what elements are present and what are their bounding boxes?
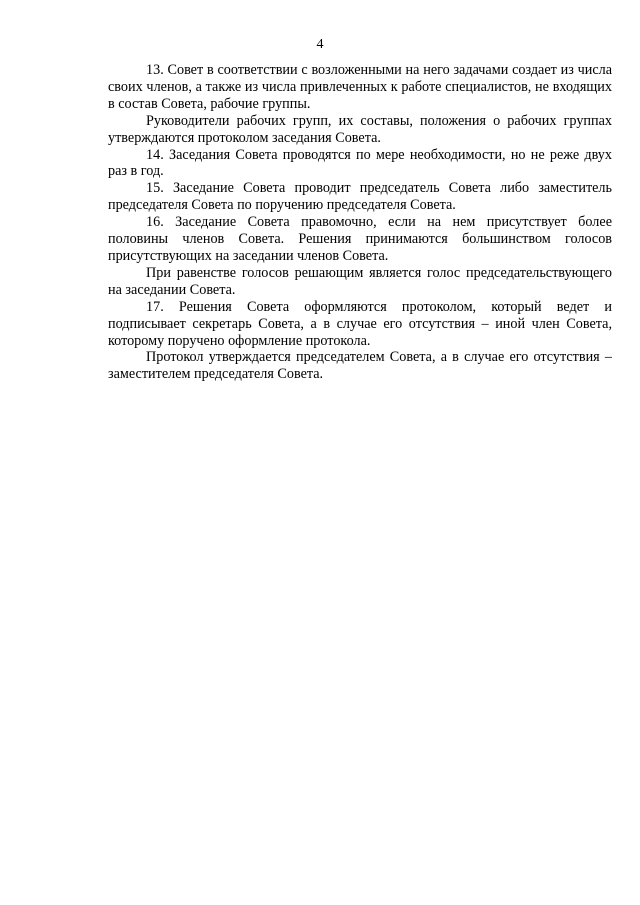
paragraph-15-meeting-chair: 15. Заседание Совета проводит председатель Совета либо заместитель председателя Совета по поручению председателя Совета.	[108, 180, 612, 214]
paragraph-protocol-approval: Протокол утверждается председателем Совета, а в случае его отсутствия – заместителем председателя Совета.	[108, 349, 612, 383]
page-number: 4	[316, 37, 324, 52]
paragraph-14-meeting-frequency: 14. Заседания Совета проводятся по мере необходимости, но не реже двух раз в год.	[108, 146, 612, 180]
paragraph-17-protocol: 17. Решения Совета оформляются протоколом, который ведет и подписывает секретарь Совета, а в случае его отсутствия – иной член Совета, которому поручено оформление протокола.	[108, 298, 612, 349]
paragraph-working-group-leaders: Руководители рабочих групп, их составы, положения о рабочих группах утверждаются протоколом заседания Совета.	[108, 112, 612, 146]
paragraph-16-quorum: 16. Заседание Совета правомочно, если на нем присутствует более половины членов Совета. Решения принимаются большинством голосов присутствующих на заседании членов Совета.	[108, 214, 612, 264]
document-body	[108, 62, 612, 383]
paragraph-tie-vote: При равенстве голосов решающим является голос председательствующего на заседании Совета.	[108, 264, 612, 298]
paragraph-13-working-groups: 13. Совет в соответствии с возложенными на него задачами создает из числа своих членов, а также из числа привлеченных к работе специалистов, не входящих в состав Совета, рабочие группы.	[108, 62, 612, 112]
